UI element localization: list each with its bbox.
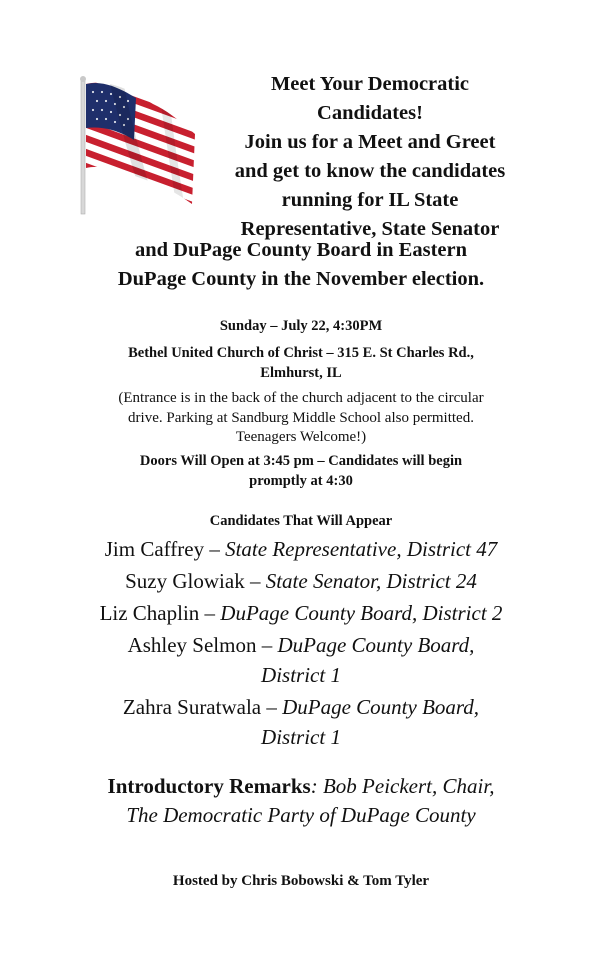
- remarks-organization: The Democratic Party of DuPage County: [126, 803, 476, 827]
- remarks-line: [50, 772, 552, 801]
- candidate-role: State Representative, District 47: [225, 537, 498, 561]
- candidate-role: DuPage County Board,: [282, 695, 480, 719]
- candidate-role: State Senator, District 24: [265, 569, 477, 593]
- candidate-role: DuPage County Board,: [277, 633, 475, 657]
- candidate-name: Jim Caffrey –: [104, 537, 226, 561]
- note-line: drive. Parking at Sandburg Middle School also permitted.: [128, 409, 474, 426]
- candidate-entry: [50, 566, 552, 596]
- candidate-role: DuPage County Board, District 2: [220, 601, 503, 625]
- candidate-name: Zahra Suratwala –: [122, 695, 283, 719]
- remarks-colon: :: [310, 774, 323, 798]
- headline-line: DuPage County in the November election.: [117, 268, 485, 290]
- candidate-name: Suzy Glowiak –: [125, 569, 266, 593]
- american-flag-icon: [78, 76, 198, 216]
- flag-pole-top: [80, 76, 86, 82]
- headline-line: Join us for a Meet and Greet: [244, 131, 496, 153]
- note-line: Teenagers Welcome!): [235, 429, 367, 445]
- candidates-heading: Candidates That Will Appear: [209, 513, 393, 529]
- doors-line: promptly at 4:30: [249, 473, 353, 489]
- candidates-list: [50, 532, 552, 752]
- event-date-time: Sunday – July 22, 4:30PM: [219, 318, 383, 334]
- venue-line: Bethel United Church of Christ – 315 E. St Charles Rd.,: [128, 345, 474, 361]
- remarks-label: Introductory Remarks: [107, 774, 311, 798]
- candidate-entry: [50, 630, 552, 690]
- event-headline-continued: [40, 236, 562, 294]
- headline-line: and get to know the candidates: [234, 160, 506, 182]
- candidate-role-continued: District 1: [261, 663, 341, 687]
- candidate-entry: [50, 534, 552, 564]
- introductory-remarks: [50, 772, 552, 830]
- doors-line: Doors Will Open at 3:45 pm – Candidates will begin: [139, 453, 463, 469]
- parking-note: [60, 389, 542, 448]
- note-line: (Entrance is in the back of the church adjacent to the circular: [118, 390, 484, 406]
- headline-line: Meet Your Democratic: [270, 73, 470, 95]
- headline-line: Representative, State Senator: [240, 218, 500, 240]
- headline-line: running for IL State: [281, 189, 459, 211]
- event-headline: [200, 70, 540, 244]
- candidate-name: Ashley Selmon –: [127, 633, 278, 657]
- hosted-by: Hosted by Chris Bobowski & Tom Tyler: [172, 873, 430, 889]
- candidate-role-continued: District 1: [261, 725, 341, 749]
- flag-pole: [81, 78, 85, 214]
- event-venue: [60, 343, 542, 383]
- remarks-speaker: Bob Peickert, Chair,: [322, 774, 495, 798]
- candidate-name: Liz Chaplin –: [99, 601, 221, 625]
- candidate-entry: [50, 598, 552, 628]
- venue-line: Elmhurst, IL: [260, 365, 342, 381]
- headline-line: and DuPage County Board in Eastern: [134, 239, 468, 261]
- headline-line: Candidates!: [317, 102, 423, 124]
- candidate-entry: [50, 692, 552, 752]
- doors-open-note: [60, 451, 542, 491]
- flag-cloth: [78, 76, 198, 216]
